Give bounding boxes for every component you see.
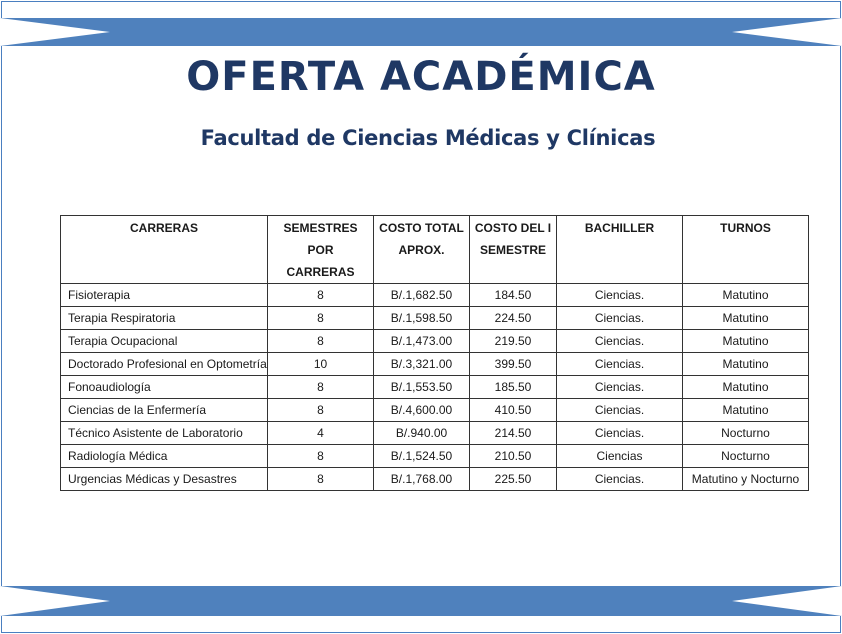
cell-bachiller: Ciencias. bbox=[557, 422, 683, 445]
academic-offer-table bbox=[60, 215, 809, 491]
cell-semestres: 8 bbox=[268, 445, 374, 468]
cell-bachiller: Ciencias bbox=[557, 445, 683, 468]
cell-costo-semestre: 225.50 bbox=[470, 468, 557, 491]
cell-turno: Matutino bbox=[683, 307, 809, 330]
table-row bbox=[61, 422, 809, 445]
cell-costo-total: B/.940.00 bbox=[374, 422, 470, 445]
table-row bbox=[61, 445, 809, 468]
cell-costo-semestre: 224.50 bbox=[470, 307, 557, 330]
table-row bbox=[61, 376, 809, 399]
cell-semestres: 8 bbox=[268, 399, 374, 422]
cell-semestres: 10 bbox=[268, 353, 374, 376]
cell-carrera: Terapia Respiratoria bbox=[61, 307, 268, 330]
header-bachiller: BACHILLER bbox=[557, 216, 683, 284]
cell-bachiller: Ciencias. bbox=[557, 330, 683, 353]
cell-costo-total: B/.1,553.50 bbox=[374, 376, 470, 399]
cell-costo-semestre: 210.50 bbox=[470, 445, 557, 468]
cell-semestres: 8 bbox=[268, 307, 374, 330]
cell-turno: Nocturno bbox=[683, 445, 809, 468]
header-costo-semestre: COSTO DEL I SEMESTRE bbox=[470, 216, 557, 284]
cell-semestres: 4 bbox=[268, 422, 374, 445]
cell-costo-total: B/.1,768.00 bbox=[374, 468, 470, 491]
cell-costo-semestre: 184.50 bbox=[470, 284, 557, 307]
table-row bbox=[61, 353, 809, 376]
cell-semestres: 8 bbox=[268, 284, 374, 307]
cell-carrera: Urgencias Médicas y Desastres bbox=[61, 468, 268, 491]
cell-costo-total: B/.3,321.00 bbox=[374, 353, 470, 376]
cell-costo-total: B/.1,473.00 bbox=[374, 330, 470, 353]
cell-turno: Matutino y Nocturno bbox=[683, 468, 809, 491]
bottom-decorative-band bbox=[0, 586, 842, 616]
cell-semestres: 8 bbox=[268, 468, 374, 491]
cell-carrera: Fonoaudiología bbox=[61, 376, 268, 399]
cell-turno: Matutino bbox=[683, 284, 809, 307]
cell-turno: Matutino bbox=[683, 330, 809, 353]
table-row bbox=[61, 284, 809, 307]
cell-costo-semestre: 214.50 bbox=[470, 422, 557, 445]
cell-semestres: 8 bbox=[268, 330, 374, 353]
page-title: OFERTA ACADÉMICA bbox=[186, 54, 656, 100]
page-subtitle: Facultad de Ciencias Médicas y Clínicas bbox=[200, 126, 656, 150]
cell-bachiller: Ciencias. bbox=[557, 376, 683, 399]
cell-carrera: Fisioterapia bbox=[61, 284, 268, 307]
header-carreras: CARRERAS bbox=[61, 216, 268, 284]
table-row bbox=[61, 307, 809, 330]
cell-carrera: Terapia Ocupacional bbox=[61, 330, 268, 353]
cell-carrera: Ciencias de la Enfermería bbox=[61, 399, 268, 422]
cell-costo-total: B/.1,682.50 bbox=[374, 284, 470, 307]
cell-bachiller: Ciencias. bbox=[557, 468, 683, 491]
cell-costo-semestre: 399.50 bbox=[470, 353, 557, 376]
cell-carrera: Técnico Asistente de Laboratorio bbox=[61, 422, 268, 445]
cell-costo-semestre: 219.50 bbox=[470, 330, 557, 353]
cell-bachiller: Ciencias. bbox=[557, 353, 683, 376]
cell-turno: Matutino bbox=[683, 353, 809, 376]
cell-costo-semestre: 410.50 bbox=[470, 399, 557, 422]
cell-costo-total: B/.1,598.50 bbox=[374, 307, 470, 330]
cell-carrera: Radiología Médica bbox=[61, 445, 268, 468]
cell-bachiller: Ciencias. bbox=[557, 284, 683, 307]
cell-bachiller: Ciencias. bbox=[557, 399, 683, 422]
table-row bbox=[61, 330, 809, 353]
table-row bbox=[61, 399, 809, 422]
cell-carrera: Doctorado Profesional en Optometría bbox=[61, 353, 268, 376]
header-semestres: SEMESTRES POR CARRERAS bbox=[268, 216, 374, 284]
cell-costo-total: B/.4,600.00 bbox=[374, 399, 470, 422]
top-decorative-band bbox=[0, 18, 842, 46]
cell-costo-total: B/.1,524.50 bbox=[374, 445, 470, 468]
cell-turno: Matutino bbox=[683, 399, 809, 422]
header-costo-total: COSTO TOTAL APROX. bbox=[374, 216, 470, 284]
cell-costo-semestre: 185.50 bbox=[470, 376, 557, 399]
cell-turno: Nocturno bbox=[683, 422, 809, 445]
cell-bachiller: Ciencias. bbox=[557, 307, 683, 330]
table-header-row bbox=[61, 216, 809, 284]
header-turnos: TURNOS bbox=[683, 216, 809, 284]
cell-semestres: 8 bbox=[268, 376, 374, 399]
cell-turno: Matutino bbox=[683, 376, 809, 399]
table-row bbox=[61, 468, 809, 491]
